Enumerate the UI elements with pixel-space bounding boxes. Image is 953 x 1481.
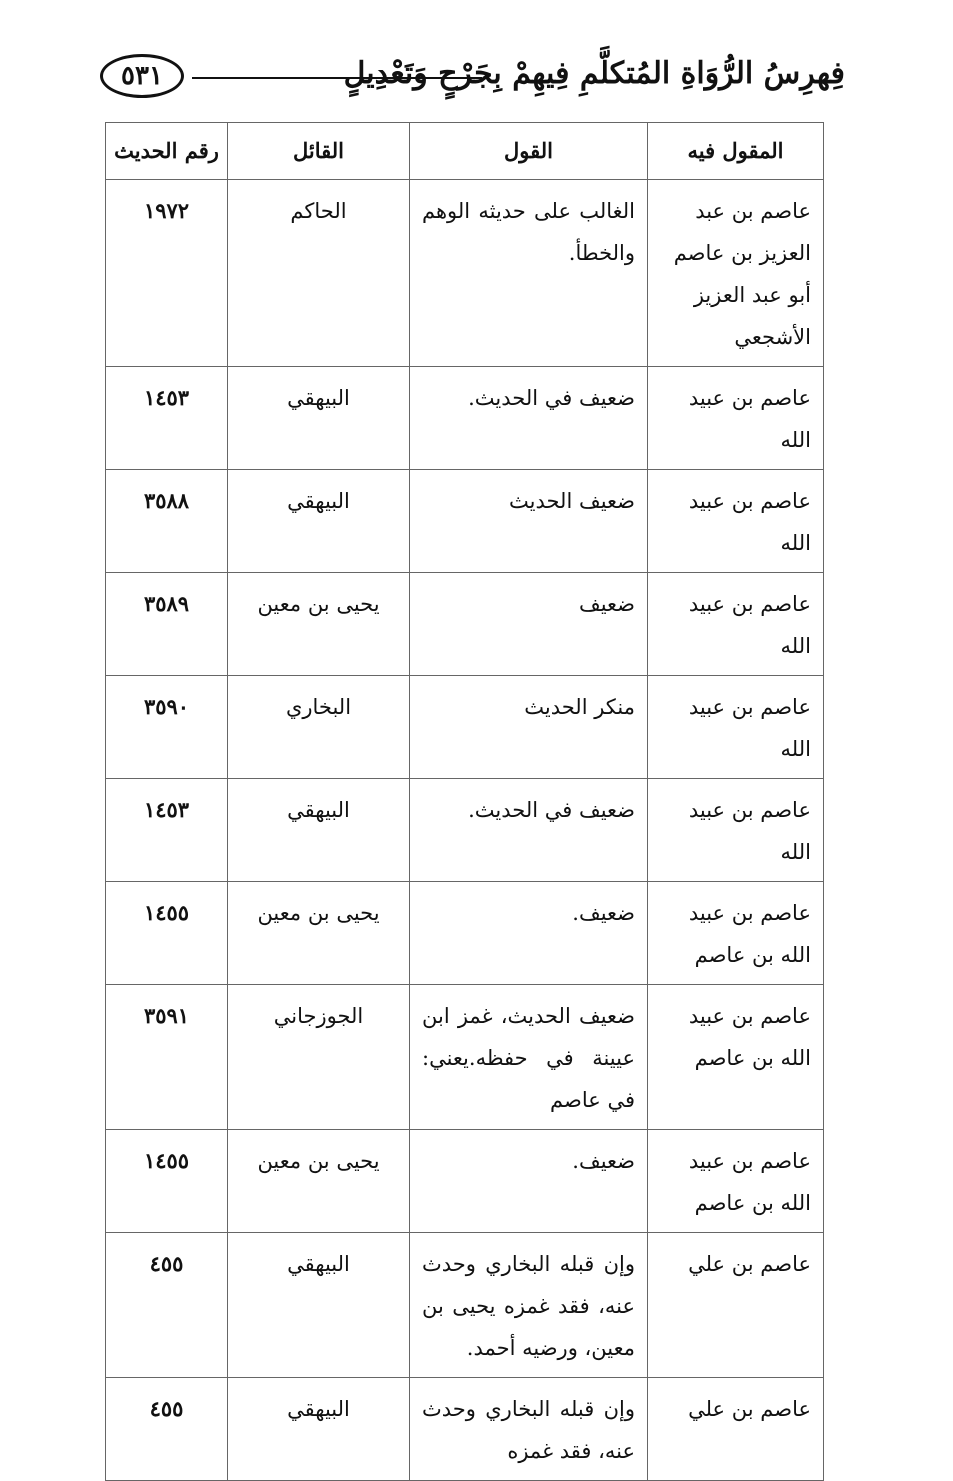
hadith-number-cell: ١٤٥٥ — [106, 882, 228, 985]
hadith-number-cell: ٣٥٨٨ — [106, 470, 228, 573]
speaker-cell: البيهقي — [228, 1233, 410, 1378]
hadith-number-cell: ٣٥٩١ — [106, 985, 228, 1130]
page-number: ٥٣١ — [100, 54, 184, 98]
quote-cell: ضعيف. — [410, 1130, 648, 1233]
table-row — [106, 1130, 824, 1233]
quote-cell: ضعيف — [410, 573, 648, 676]
speaker-cell: الحاكم — [228, 180, 410, 367]
column-header-number: رقم الحديث — [106, 123, 228, 180]
table-header-row — [106, 123, 824, 180]
column-header-speaker: القائل — [228, 123, 410, 180]
speaker-cell: البخاري — [228, 676, 410, 779]
quote-cell: وإن قبله البخاري وحدث عنه، فقد غمزه يحيى بن معين، ورضيه أحمد. — [410, 1233, 648, 1378]
table-row — [106, 367, 824, 470]
table-row — [106, 470, 824, 573]
page-header — [100, 52, 845, 104]
hadith-number-cell: ١٤٥٣ — [106, 779, 228, 882]
narrator-cell: عاصم بن عبيد الله — [648, 367, 824, 470]
table-row — [106, 180, 824, 367]
narrator-cell: عاصم بن عبيد الله — [648, 779, 824, 882]
speaker-cell: يحيى بن معين — [228, 882, 410, 985]
quote-cell: الغالب على حديثه الوهم والخطأ. — [410, 180, 648, 367]
table-row — [106, 882, 824, 985]
narrator-cell: عاصم بن عبيد الله — [648, 676, 824, 779]
quote-cell: ضعيف الحديث، غمز ابن عيينة في حفظه.يعني: في عاصم — [410, 985, 648, 1130]
narrator-cell: عاصم بن عبيد الله — [648, 470, 824, 573]
column-header-quote: القول — [410, 123, 648, 180]
speaker-cell: يحيى بن معين — [228, 1130, 410, 1233]
table-row — [106, 985, 824, 1130]
speaker-cell: البيهقي — [228, 470, 410, 573]
table-row — [106, 1378, 824, 1481]
speaker-cell: يحيى بن معين — [228, 573, 410, 676]
narrator-cell: عاصم بن عبيد الله بن عاصم — [648, 882, 824, 985]
table-row — [106, 676, 824, 779]
table-row — [106, 573, 824, 676]
quote-cell: منكر الحديث — [410, 676, 648, 779]
page-title: فِهرِسُ الرُّوَاةِ المُتكلَّمِ فِيهِمْ بِجَرْحٍ وَتَعْدِيلٍ — [343, 56, 845, 91]
narrator-cell: عاصم بن عبد العزيز بن عاصم أبو عبد العزيز الأشجعي — [648, 180, 824, 367]
narrator-cell: عاصم بن عبيد الله بن عاصم — [648, 1130, 824, 1233]
hadith-number-cell: ١٤٥٥ — [106, 1130, 228, 1233]
hadith-number-cell: ٤٥٥ — [106, 1233, 228, 1378]
quote-cell: ضعيف الحديث — [410, 470, 648, 573]
hadith-number-cell: ١٩٧٢ — [106, 180, 228, 367]
hadith-number-cell: ٣٥٩٠ — [106, 676, 228, 779]
hadith-number-cell: ٣٥٨٩ — [106, 573, 228, 676]
table-row — [106, 1233, 824, 1378]
speaker-cell: البيهقي — [228, 1378, 410, 1481]
speaker-cell: البيهقي — [228, 367, 410, 470]
quote-cell: ضعيف في الحديث. — [410, 367, 648, 470]
hadith-number-cell: ١٤٥٣ — [106, 367, 228, 470]
hadith-number-cell: ٤٥٥ — [106, 1378, 228, 1481]
speaker-cell: الجوزجاني — [228, 985, 410, 1130]
quote-cell: ضعيف. — [410, 882, 648, 985]
table-row — [106, 779, 824, 882]
narrator-cell: عاصم بن عبيد الله — [648, 573, 824, 676]
narrator-cell: عاصم بن علي — [648, 1378, 824, 1481]
speaker-cell: البيهقي — [228, 779, 410, 882]
quote-cell: وإن قبله البخاري وحدث عنه، فقد غمزه — [410, 1378, 648, 1481]
column-header-narrator: المقول فيه — [648, 123, 824, 180]
narrators-table — [105, 122, 824, 1481]
narrator-cell: عاصم بن علي — [648, 1233, 824, 1378]
narrator-cell: عاصم بن عبيد الله بن عاصم — [648, 985, 824, 1130]
quote-cell: ضعيف في الحديث. — [410, 779, 648, 882]
